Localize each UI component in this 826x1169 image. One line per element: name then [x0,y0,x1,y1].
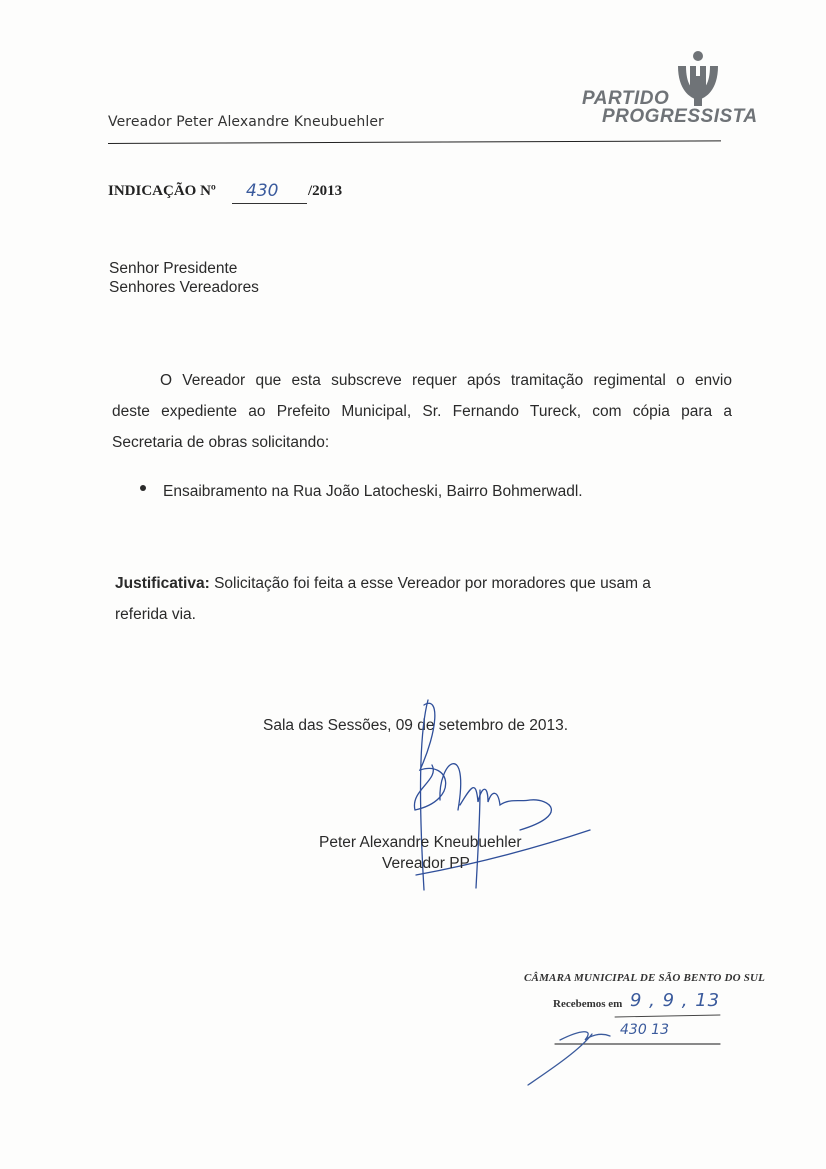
logo-text-partido: PARTIDO [582,88,670,109]
indication-number-blank [232,203,307,204]
greeting-councilors: Senhores Vereadores [109,279,259,296]
signer-name: Peter Alexandre Kneubuehler [319,834,522,851]
receipt-stamp-initials [520,1000,730,1090]
indication-number-handwritten: 430 [246,181,279,201]
logo-text-progressista: PROGRESSISTA [602,106,758,127]
bullet-icon [140,485,146,491]
request-line-1: O Vereador que esta subscreve requer após tramitação regimental o envio [160,372,732,389]
indication-label: INDICAÇÃO Nº [108,183,216,199]
justification-text: Solicitação foi feita a esse Vereador por moradores que usam a referida via. [115,575,651,623]
request-paragraph [112,365,732,458]
request-line-2: deste expediente ao Prefeito Municipal, Sr. Fernando Tureck, com cópia para a [112,403,732,420]
signer-role: Vereador PP [382,855,470,872]
receipt-stamp-date: 9 , 9 , 13 [630,990,721,1011]
councilor-name-header: Vereador Peter Alexandre Kneubuehler [108,114,384,130]
indication-year: /2013 [308,183,343,199]
request-item: Ensaibramento na Rua João Latocheski, Bairro Bohmerwadl. [163,483,583,500]
header-divider [108,140,721,144]
greeting-president: Senhor Presidente [109,260,238,277]
receipt-stamp-label: Recebemos em [553,998,623,1010]
request-line-3: Secretaria de obras solicitando: [112,434,330,451]
justification-label: Justificativa: [115,575,210,592]
party-emblem-icon [670,50,726,106]
receipt-stamp-title: CÂMARA MUNICIPAL DE SÃO BENTO DO SUL [524,972,766,984]
receipt-stamp-number: 430 13 [620,1022,669,1038]
party-logo [582,50,758,130]
place-and-date: Sala das Sessões, 09 de setembro de 2013. [263,717,569,734]
justification-paragraph [115,568,695,630]
